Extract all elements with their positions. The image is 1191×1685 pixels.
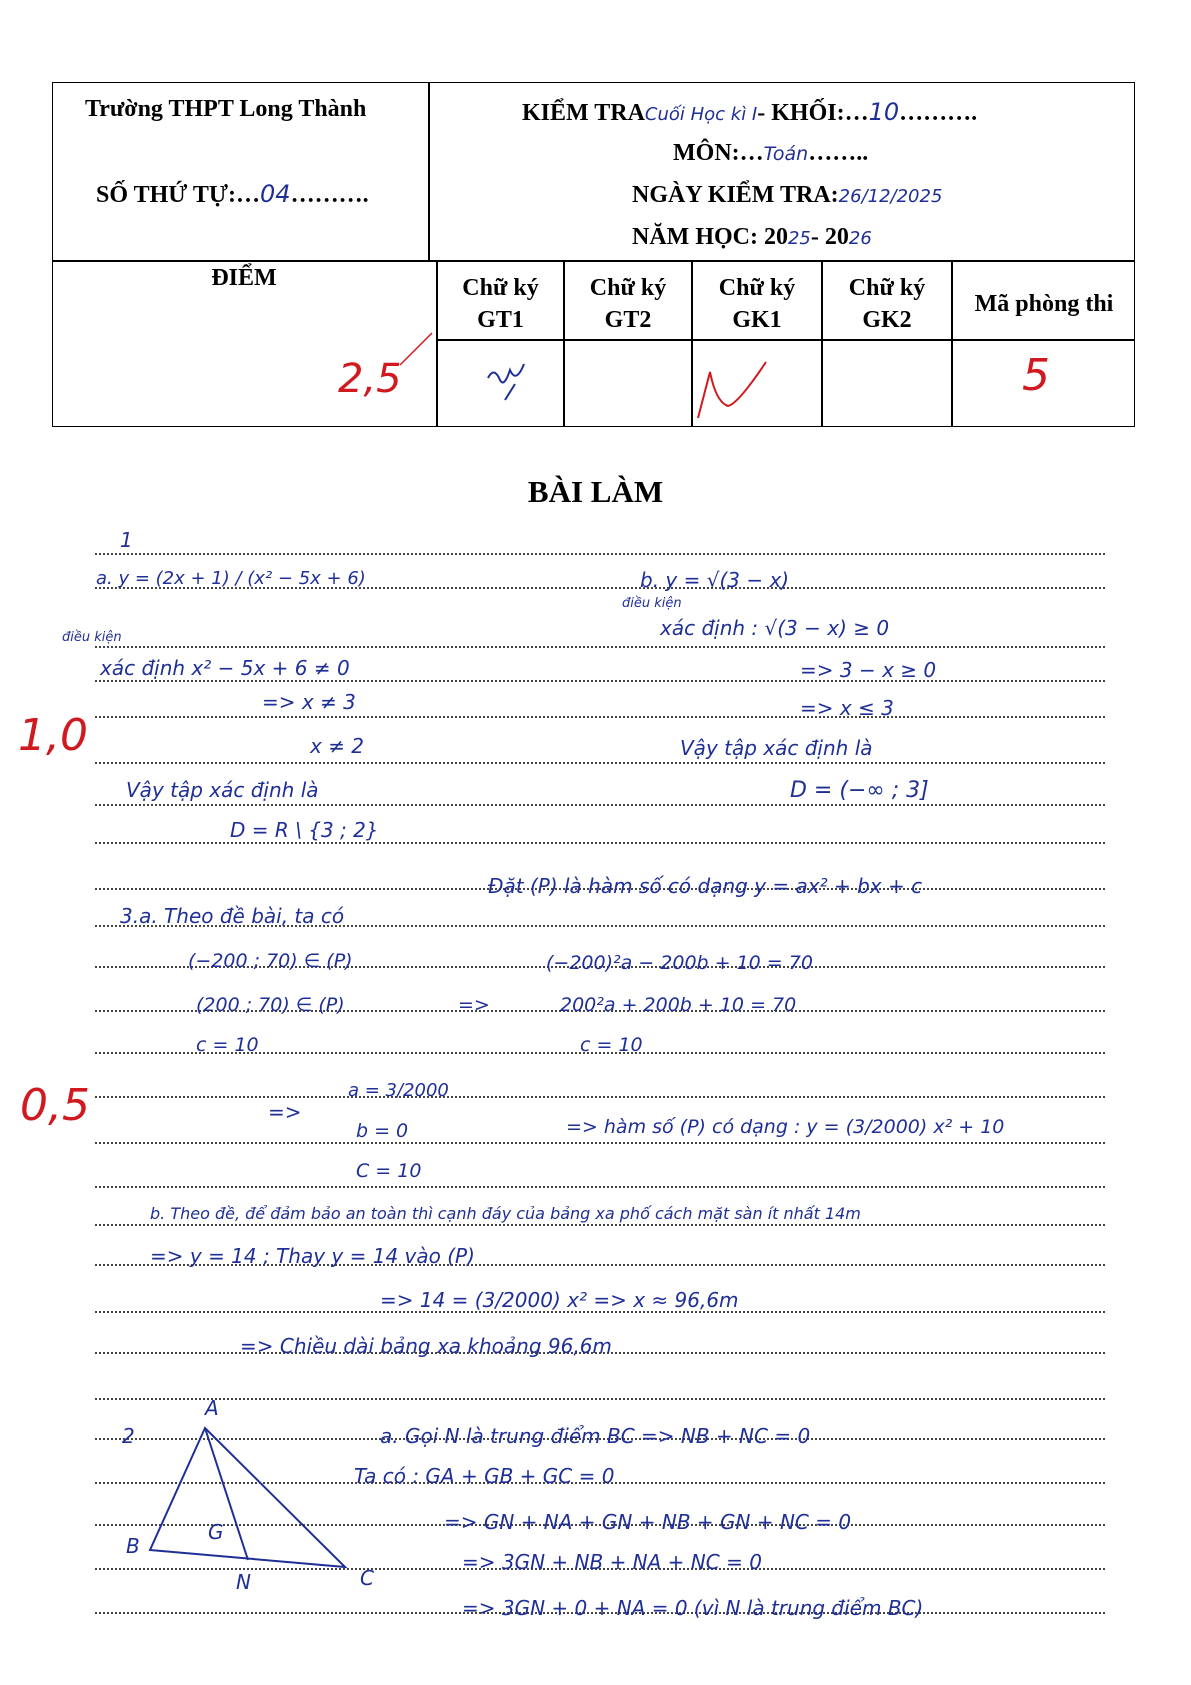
q1b-condition: xác định : √(3 − x) ≥ 0 xyxy=(660,616,890,640)
triangle-label-b: B xyxy=(126,1534,140,1558)
triangle-label-g: G xyxy=(208,1520,224,1544)
question-number: 2 xyxy=(122,1424,135,1448)
triangle-label-n: N xyxy=(236,1570,251,1594)
score-label: ĐIỂM xyxy=(211,265,277,291)
q2a-line-2: Ta có : GA + GB + GC = 0 xyxy=(354,1464,615,1488)
q3-system2-eq2: 200²a + 200b + 10 = 70 xyxy=(560,994,797,1016)
q3b-line-3: => 14 = (3/2000) x² => x ≈ 96,6m xyxy=(380,1288,739,1312)
total-score: 2,5 xyxy=(338,356,402,402)
question-number: 1 xyxy=(120,528,133,552)
q1b-domain-set: D = (−∞ ; 3] xyxy=(790,778,929,803)
exam-date-line: NGÀY KIỂM TRA:26/12/2025 xyxy=(632,182,943,208)
sig-gt2-label: Chữ ký GT2 xyxy=(589,275,667,333)
q1a-implication-1: => x ≠ 3 xyxy=(262,690,356,714)
implies-arrow: => xyxy=(458,994,490,1016)
score-q3: 0,5 xyxy=(20,1080,90,1131)
q1a-implication-2: x ≠ 2 xyxy=(310,734,365,758)
school-year-line: NĂM HỌC: 2025- 2026 xyxy=(632,224,872,250)
triangle-label-a: A xyxy=(205,1396,219,1420)
room-code-label: Mã phòng thi xyxy=(974,291,1114,317)
q1a-condition: xác định x² − 5x + 6 ≠ 0 xyxy=(100,656,350,680)
q3-solution-b: b = 0 xyxy=(356,1120,409,1142)
sig-gt1-label: Chữ ký GT1 xyxy=(462,275,539,333)
q1b-conclusion: Vậy tập xác định là xyxy=(680,736,873,760)
exam-type-line: KIỂM TRACuối Học kì I- KHỐI:…10………. xyxy=(522,98,978,126)
q3-system2-eq3: c = 10 xyxy=(580,1034,643,1056)
q1b-implication-1: => 3 − x ≥ 0 xyxy=(800,658,937,682)
score-q1: 1,0 xyxy=(18,710,88,761)
q1a-conclusion: Vậy tập xác định là xyxy=(126,778,319,802)
q3-solution-c: C = 10 xyxy=(356,1160,422,1182)
q1b-implication-2: => x ≤ 3 xyxy=(800,696,894,720)
page-title: BÀI LÀM xyxy=(527,474,664,509)
q3a-heading: 3.a. Theo đề bài, ta có xyxy=(120,904,345,928)
triangle-label-c: C xyxy=(360,1566,374,1590)
subject-line: MÔN:…Toán…….. xyxy=(673,140,869,166)
q2a-line-4: => 3GN + NB + NA + NC = 0 xyxy=(462,1550,762,1574)
q3-system2-eq1: (−200)²a − 200b + 10 = 70 xyxy=(546,952,813,974)
serial-number: SỐ THỨ TỰ:…04………. xyxy=(96,180,369,208)
q2a-line-5: => 3GN + 0 + NA = 0 (vì N là trung điểm BC) xyxy=(462,1596,924,1620)
q3-system1-eq2: (200 ; 70) ∈ (P) xyxy=(196,994,345,1016)
q1a-function: a. y = (2x + 1) / (x² − 5x + 6) xyxy=(96,568,366,589)
q1b-condition-note: điều kiện xyxy=(622,596,682,611)
triangle-abc xyxy=(150,1428,345,1567)
q3b-line-1: b. Theo đề, để đảm bảo an toàn thì cạnh đáy của bảng xa phố cách mặt sàn ít nhất 14m xyxy=(150,1204,861,1223)
q2a-line-1: a. Gọi N là trung điểm BC => NB + NC = 0 xyxy=(380,1424,811,1448)
room-code-value: 5 xyxy=(1022,350,1050,401)
q3b-line-4: => Chiều dài bảng xa khoảng 96,6m xyxy=(240,1334,612,1358)
q1a-domain-set: D = R \ {3 ; 2} xyxy=(230,818,379,842)
q3-system1-eq1: (−200 ; 70) ∈ (P) xyxy=(188,950,353,972)
q3-conclusion: => hàm số (P) có dạng : y = (3/2000) x² + 10 xyxy=(566,1116,1005,1138)
sig-gk2-label: Chữ ký GK2 xyxy=(848,275,926,333)
q3b-line-2: => y = 14 ; Thay y = 14 vào (P) xyxy=(150,1244,475,1268)
school-name: Trường THPT Long Thành xyxy=(85,96,367,122)
sig-gk1-label: Chữ ký GK1 xyxy=(718,275,796,333)
q3-solution-a: a = 3/2000 xyxy=(348,1080,449,1101)
q3-setup: Đặt (P) là hàm số có dạng y = ax² + bx + c xyxy=(488,874,923,898)
q3-system1-eq3: c = 10 xyxy=(196,1034,259,1056)
implies-arrow: => xyxy=(268,1100,302,1124)
q1b-function: b. y = √(3 − x) xyxy=(640,568,790,592)
q2a-line-3: => GN + NA + GN + NB + GN + NC = 0 xyxy=(444,1510,852,1534)
q1a-condition-note: điều kiện xyxy=(62,630,122,645)
